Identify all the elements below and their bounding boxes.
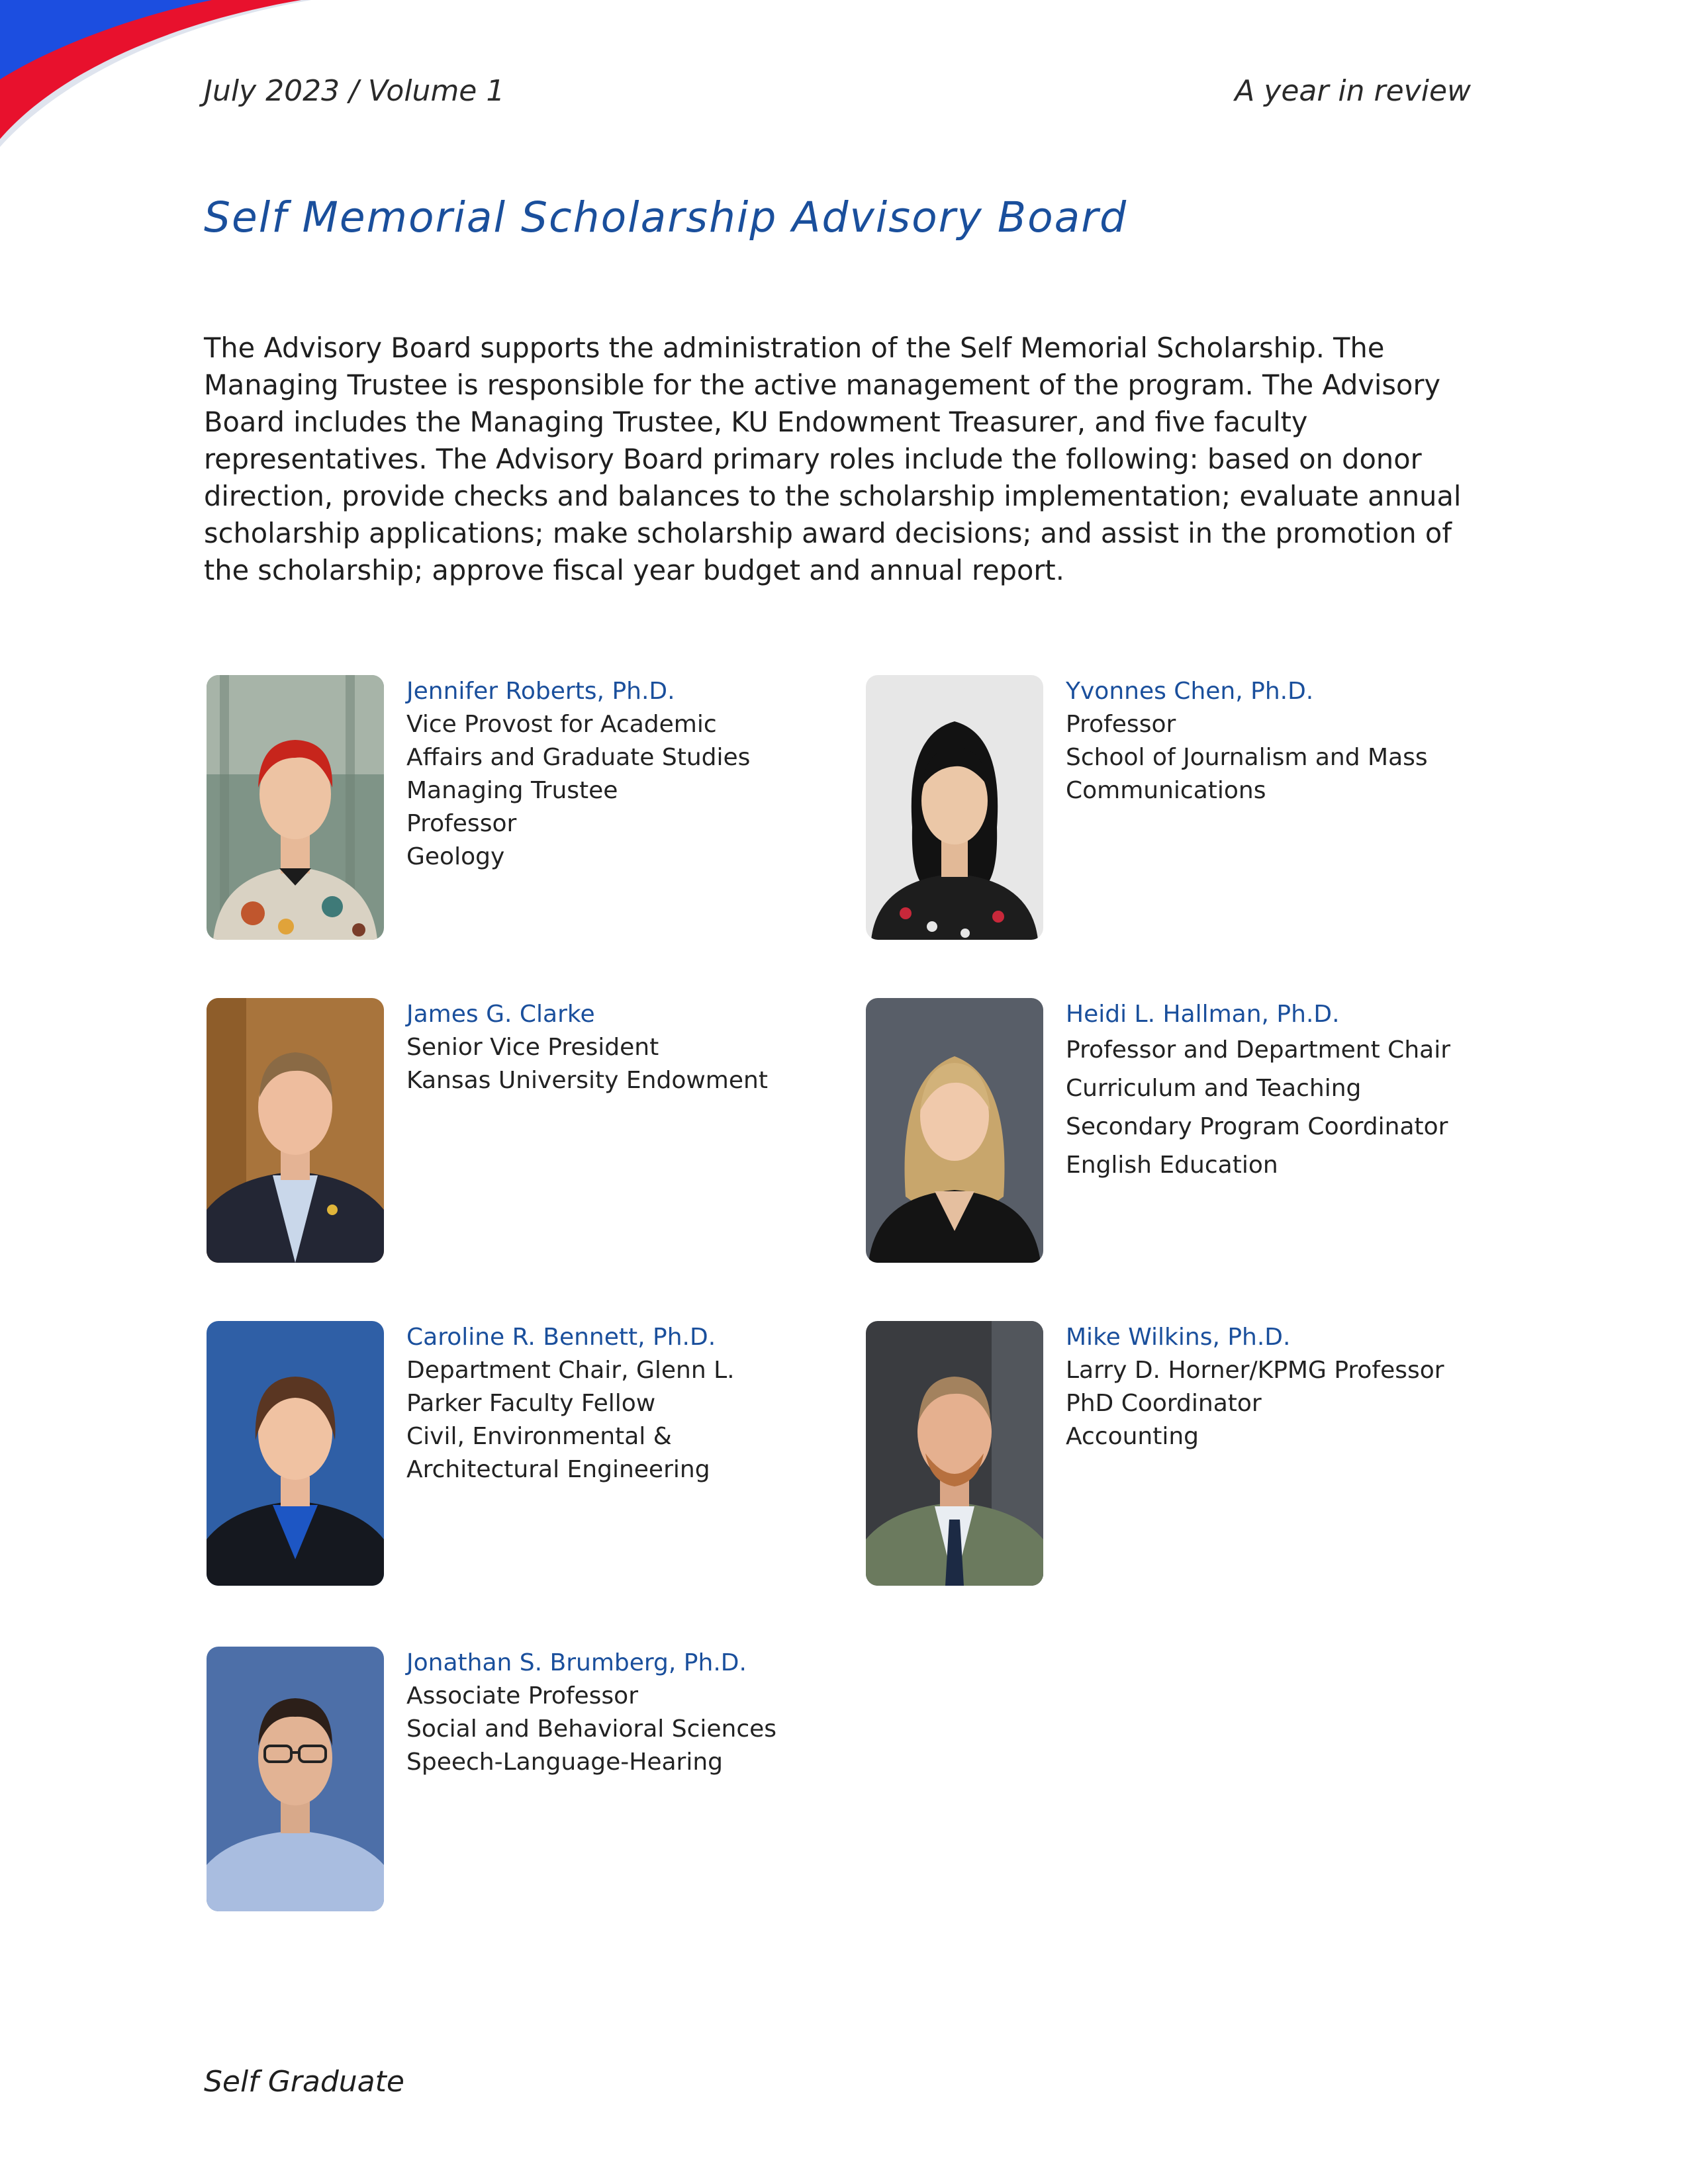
member-name: Jennifer Roberts, Ph.D. bbox=[406, 678, 675, 705]
member-info bbox=[406, 998, 830, 1097]
member-photo bbox=[866, 1321, 1043, 1586]
member-detail: Professor bbox=[406, 810, 517, 837]
member-name: Heidi L. Hallman, Ph.D. bbox=[1066, 1001, 1340, 1028]
member-photo bbox=[207, 1647, 384, 1911]
member-detail: Department Chair, Glenn L. bbox=[406, 1357, 735, 1384]
member-detail: Civil, Environmental & bbox=[406, 1423, 672, 1450]
member-detail: School of Journalism and Mass bbox=[1066, 744, 1428, 771]
member-detail: Secondary Program Coordinator bbox=[1066, 1113, 1448, 1140]
member-detail: Architectural Engineering bbox=[406, 1456, 710, 1483]
member-info bbox=[406, 1647, 830, 1779]
footer-label: Self Graduate bbox=[204, 2065, 404, 2099]
member-detail: Senior Vice President bbox=[406, 1034, 659, 1061]
member-detail: Professor and Department Chair bbox=[1066, 1036, 1450, 1064]
member-detail: Speech-Language-Hearing bbox=[406, 1749, 724, 1776]
member-detail: Parker Faculty Fellow bbox=[406, 1390, 656, 1417]
member-name: James G. Clarke bbox=[406, 1001, 595, 1028]
member-info bbox=[1066, 998, 1489, 1185]
member-name: Yvonnes Chen, Ph.D. bbox=[1066, 678, 1314, 705]
member-detail: Kansas University Endowment bbox=[406, 1067, 768, 1094]
tagline-label: A year in review bbox=[1235, 74, 1471, 108]
member-name: Jonathan S. Brumberg, Ph.D. bbox=[406, 1649, 747, 1676]
member-info bbox=[1066, 675, 1489, 807]
member-detail: Affairs and Graduate Studies bbox=[406, 744, 751, 771]
page-title: Self Memorial Scholarship Advisory Board bbox=[204, 193, 1128, 242]
member-info bbox=[406, 675, 830, 874]
issue-label: July 2023 / Volume 1 bbox=[204, 74, 505, 108]
member-detail: Communications bbox=[1066, 777, 1266, 804]
member-info bbox=[406, 1321, 830, 1486]
member-photo bbox=[207, 998, 384, 1263]
intro-paragraph: The Advisory Board supports the administration of the Self Memorial Scholarship. The Managing Trustee is responsible for the active management of the program. The Advisory Board includes the Managing Trustee, KU Endowment Treasurer, and five faculty representatives. The Advisory Board primary roles include the following: based on donor direction, provide checks and balances to the scholarship implementation; evaluate annual scholarship applications; make scholarship award decisions; and assist in the promotion of the scholarship; approve fiscal year budget and annual report. bbox=[204, 332, 1462, 586]
member-name: Mike Wilkins, Ph.D. bbox=[1066, 1324, 1291, 1351]
member-detail: Associate Professor bbox=[406, 1682, 638, 1709]
member-detail: Social and Behavioral Sciences bbox=[406, 1715, 777, 1743]
member-detail: Accounting bbox=[1066, 1423, 1199, 1450]
member-detail: Larry D. Horner/KPMG Professor bbox=[1066, 1357, 1444, 1384]
member-detail: English Education bbox=[1066, 1152, 1278, 1179]
member-photo bbox=[207, 675, 384, 940]
member-photo bbox=[866, 998, 1043, 1263]
member-detail: PhD Coordinator bbox=[1066, 1390, 1262, 1417]
member-detail: Managing Trustee bbox=[406, 777, 618, 804]
member-detail: Curriculum and Teaching bbox=[1066, 1075, 1362, 1102]
member-detail: Vice Provost for Academic bbox=[406, 711, 717, 738]
member-info bbox=[1066, 1321, 1489, 1453]
member-detail: Geology bbox=[406, 843, 505, 870]
member-detail: Professor bbox=[1066, 711, 1176, 738]
member-photo bbox=[866, 675, 1043, 940]
member-photo bbox=[207, 1321, 384, 1586]
member-name: Caroline R. Bennett, Ph.D. bbox=[406, 1324, 716, 1351]
